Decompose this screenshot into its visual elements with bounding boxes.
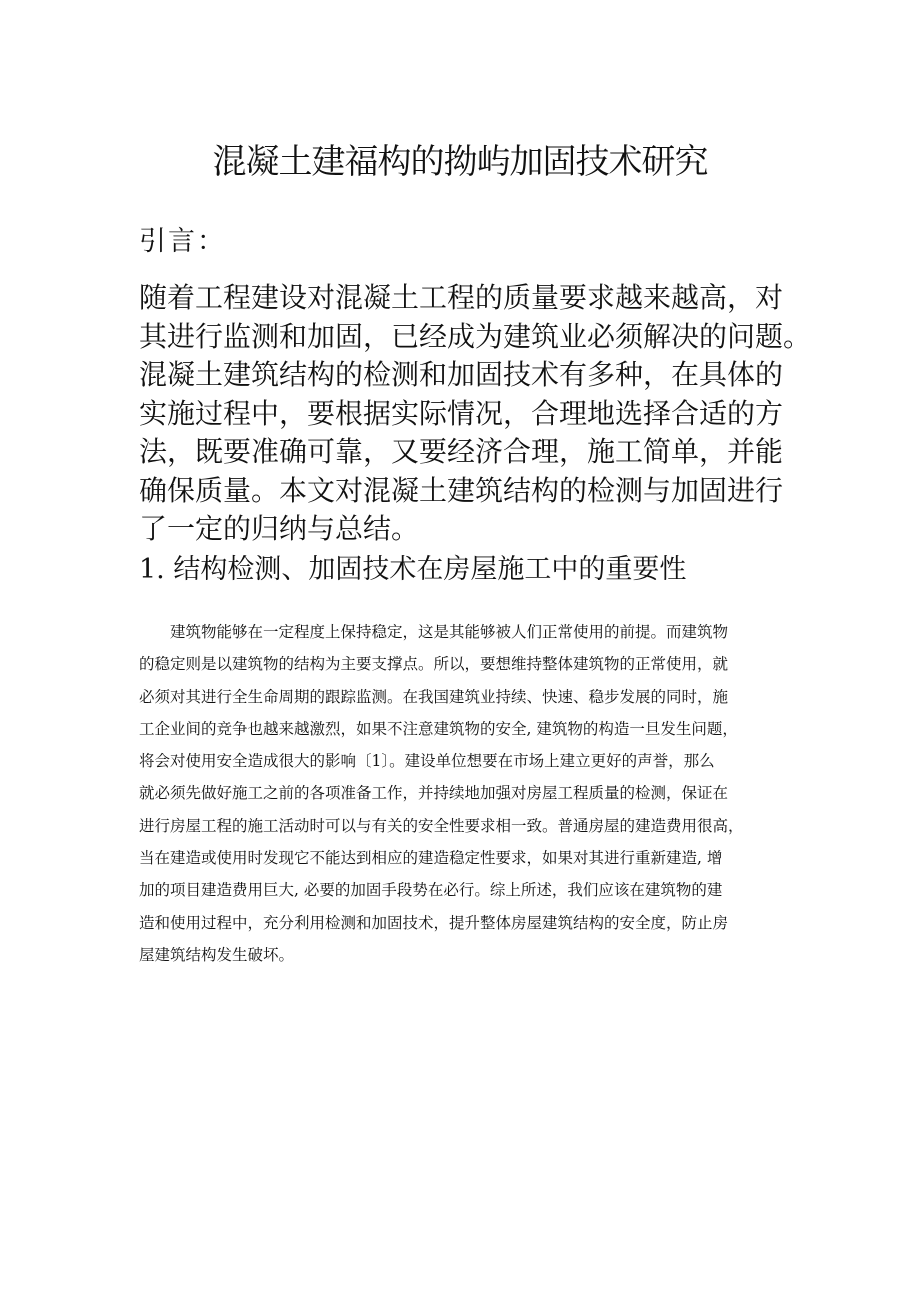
paragraph-line: 进行房屋工程的施工活动时可以与有关的安全性要求相一致。普通房屋的建造费用很高， [139,816,744,835]
intro-line: 混凝土建筑结构的检测和加固技术有多种，在具体的 [139,358,784,391]
intro-line: 法，既要准确可靠，又要经济合理，施工简单，并能 [139,435,784,468]
intro-paragraph [139,279,812,549]
paragraph-line: 就必须先做好施工之前的各项准备工作，并持续地加强对房屋工程质量的检测，保证在 [139,784,729,803]
paragraph-line: 加的项目建造费用巨大, 必要的加固手段势在必行。综上所述，我们应该在建筑物的建 [139,881,723,900]
intro-line: 随着工程建设对混凝土工程的质量要求越来越高，对 [139,281,784,314]
section-1-paragraph [139,616,787,971]
paragraph-line: 工企业间的竞争也越来越激烈，如果不注意建筑物的安全, 建筑物的构造一旦发生问题， [139,719,738,738]
section-1-heading: 1. 结构检测、加固技术在房屋施工中的重要性 [139,554,687,585]
document-title: 混凝土建福构的拗屿加固技术研究 [212,142,708,182]
paragraph-line: 必须对其进行全生命周期的跟踪监测。在我国建筑业持续、快速、稳步发展的同时，施 [139,687,729,706]
paragraph-line: 的稳定则是以建筑物的结构为主要支撑点。所以，要想维持整体建筑物的正常使用，就 [139,655,729,674]
intro-label: 引言： [139,226,226,257]
intro-line: 了一定的归纳与总结。 [139,512,420,545]
paragraph-line: 建筑物能够在一定程度上保持稳定，这是其能够被人们正常使用的前提。而建筑物 [170,623,729,641]
intro-line: 确保质量。本文对混凝土建筑结构的检测与加固进行 [139,473,784,507]
paragraph-line: 造和使用过程中，充分利用检测和加固技术，提升整体房屋建筑结构的安全度，防止房 [139,913,729,932]
paragraph-line: 当在建造或使用时发现它不能达到相应的建造稳定性要求，如果对其进行重新建造, 增 [139,849,723,868]
paragraph-line: 将会对使用安全造成很大的影响〔1〕。建设单位想要在市场上建立更好的声誉，那么 [139,752,715,771]
paragraph-line: 屋建筑结构发生破坏。 [139,945,295,964]
intro-line: 实施过程中，要根据实际情况，合理地选择合适的方 [139,396,784,430]
intro-line: 其进行监测和加固，已经成为建筑业必须解决的问题。 [139,319,812,353]
